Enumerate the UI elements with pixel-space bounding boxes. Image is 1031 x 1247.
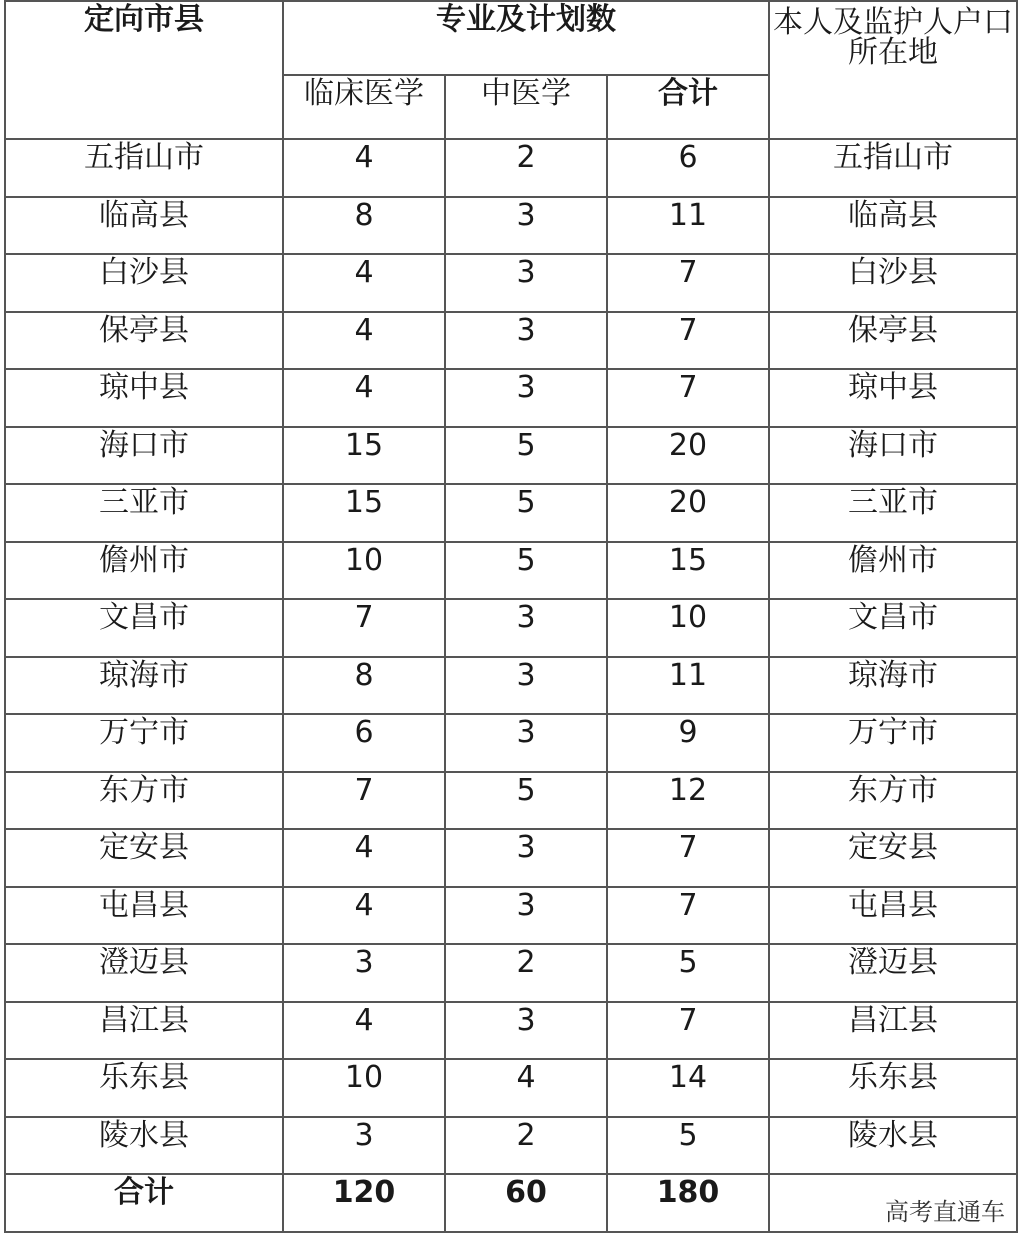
table-row	[5, 484, 1017, 542]
cell-clinical: 4	[283, 1002, 445, 1060]
cell-region: 临高县	[5, 197, 283, 255]
cell-total: 9	[607, 714, 769, 772]
table-row	[5, 599, 1017, 657]
cell-region: 三亚市	[5, 484, 283, 542]
cell-total: 14	[607, 1059, 769, 1117]
table-row	[5, 254, 1017, 312]
cell-tcm: 3	[445, 312, 607, 370]
header-plan-group: 专业及计划数	[283, 1, 769, 75]
cell-clinical: 6	[283, 714, 445, 772]
cell-clinical: 4	[283, 829, 445, 887]
cell-residence: 澄迈县	[769, 944, 1017, 1002]
cell-tcm: 2	[445, 944, 607, 1002]
table-row	[5, 657, 1017, 715]
cell-region: 白沙县	[5, 254, 283, 312]
cell-tcm: 5	[445, 427, 607, 485]
cell-tcm: 2	[445, 1117, 607, 1175]
cell-total: 7	[607, 887, 769, 945]
cell-region: 乐东县	[5, 1059, 283, 1117]
cell-tcm: 3	[445, 657, 607, 715]
cell-residence: 定安县	[769, 829, 1017, 887]
table-row	[5, 772, 1017, 830]
header-tcm: 中医学	[445, 75, 607, 139]
table-row	[5, 197, 1017, 255]
cell-tcm: 4	[445, 1059, 607, 1117]
cell-total: 11	[607, 197, 769, 255]
cell-region: 屯昌县	[5, 887, 283, 945]
header-row-1	[5, 1, 1017, 75]
cell-tcm: 3	[445, 714, 607, 772]
cell-clinical: 8	[283, 197, 445, 255]
cell-region: 澄迈县	[5, 944, 283, 1002]
cell-clinical: 7	[283, 772, 445, 830]
cell-residence: 东方市	[769, 772, 1017, 830]
table-row	[5, 1117, 1017, 1175]
cell-total: 7	[607, 829, 769, 887]
cell-total: 15	[607, 542, 769, 600]
cell-total: 7	[607, 312, 769, 370]
cell-tcm: 3	[445, 197, 607, 255]
cell-clinical: 10	[283, 542, 445, 600]
header-subtotal: 合计	[607, 75, 769, 139]
cell-total: 5	[607, 944, 769, 1002]
cell-clinical: 15	[283, 427, 445, 485]
cell-region: 昌江县	[5, 1002, 283, 1060]
table-row	[5, 1059, 1017, 1117]
cell-tcm: 3	[445, 887, 607, 945]
cell-total: 5	[607, 1117, 769, 1175]
cell-total: 6	[607, 139, 769, 197]
header-residence: 本人及监护人户口所在地	[769, 1, 1017, 139]
cell-region: 万宁市	[5, 714, 283, 772]
cell-residence: 儋州市	[769, 542, 1017, 600]
header-region: 定向市县	[5, 1, 283, 139]
cell-residence: 昌江县	[769, 1002, 1017, 1060]
cell-clinical: 7	[283, 599, 445, 657]
cell-clinical: 3	[283, 944, 445, 1002]
cell-residence: 白沙县	[769, 254, 1017, 312]
cell-residence: 琼海市	[769, 657, 1017, 715]
total-cell-label: 合计	[5, 1174, 283, 1232]
cell-region: 儋州市	[5, 542, 283, 600]
cell-residence: 三亚市	[769, 484, 1017, 542]
cell-total: 7	[607, 254, 769, 312]
cell-region: 琼海市	[5, 657, 283, 715]
total-cell-total: 180	[607, 1174, 769, 1232]
cell-tcm: 2	[445, 139, 607, 197]
cell-tcm: 3	[445, 1002, 607, 1060]
watermark: 高考直通车	[885, 1198, 1005, 1226]
cell-tcm: 5	[445, 542, 607, 600]
cell-total: 11	[607, 657, 769, 715]
cell-region: 海口市	[5, 427, 283, 485]
table-row	[5, 369, 1017, 427]
quota-table	[4, 0, 1018, 1233]
cell-residence: 陵水县	[769, 1117, 1017, 1175]
cell-clinical: 4	[283, 254, 445, 312]
cell-tcm: 3	[445, 829, 607, 887]
cell-clinical: 8	[283, 657, 445, 715]
cell-region: 五指山市	[5, 139, 283, 197]
cell-clinical: 4	[283, 312, 445, 370]
cell-total: 20	[607, 427, 769, 485]
cell-total: 7	[607, 369, 769, 427]
cell-region: 琼中县	[5, 369, 283, 427]
header-clinical: 临床医学	[283, 75, 445, 139]
cell-residence: 临高县	[769, 197, 1017, 255]
cell-clinical: 15	[283, 484, 445, 542]
cell-clinical: 10	[283, 1059, 445, 1117]
total-cell-clinical: 120	[283, 1174, 445, 1232]
cell-tcm: 3	[445, 599, 607, 657]
cell-region: 东方市	[5, 772, 283, 830]
cell-total: 20	[607, 484, 769, 542]
table-row	[5, 312, 1017, 370]
cell-tcm: 5	[445, 484, 607, 542]
cell-residence: 琼中县	[769, 369, 1017, 427]
table-row	[5, 139, 1017, 197]
cell-residence: 万宁市	[769, 714, 1017, 772]
cell-region: 定安县	[5, 829, 283, 887]
total-cell-tcm: 60	[445, 1174, 607, 1232]
cell-residence: 文昌市	[769, 599, 1017, 657]
cell-total: 12	[607, 772, 769, 830]
cell-residence: 屯昌县	[769, 887, 1017, 945]
table-row	[5, 887, 1017, 945]
cell-clinical: 4	[283, 369, 445, 427]
table-row	[5, 542, 1017, 600]
cell-residence: 乐东县	[769, 1059, 1017, 1117]
cell-clinical: 4	[283, 139, 445, 197]
table-row	[5, 829, 1017, 887]
cell-region: 文昌市	[5, 599, 283, 657]
cell-clinical: 3	[283, 1117, 445, 1175]
table-row	[5, 427, 1017, 485]
cell-region: 陵水县	[5, 1117, 283, 1175]
table-row	[5, 944, 1017, 1002]
cell-tcm: 5	[445, 772, 607, 830]
total-row	[5, 1174, 1017, 1232]
cell-total: 10	[607, 599, 769, 657]
cell-residence: 海口市	[769, 427, 1017, 485]
cell-total: 7	[607, 1002, 769, 1060]
table-row	[5, 1002, 1017, 1060]
cell-residence: 五指山市	[769, 139, 1017, 197]
cell-residence: 保亭县	[769, 312, 1017, 370]
cell-tcm: 3	[445, 369, 607, 427]
cell-tcm: 3	[445, 254, 607, 312]
cell-region: 保亭县	[5, 312, 283, 370]
table-row	[5, 714, 1017, 772]
cell-clinical: 4	[283, 887, 445, 945]
